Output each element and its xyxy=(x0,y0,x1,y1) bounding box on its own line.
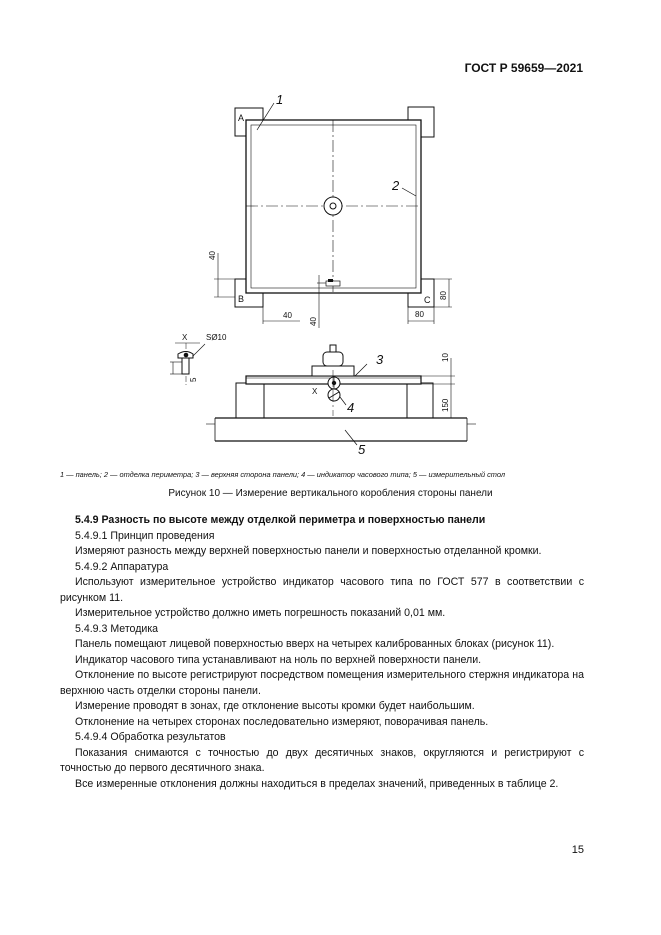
dim-150: 150 xyxy=(441,398,450,412)
paragraph: Используют измерительное устройство индикатор часового типа по ГОСТ 577 в соответствии с рисунком 11. xyxy=(60,576,584,604)
paragraph: Отклонение по высоте регистрируют посредством помещения измерительного стержня индикатора на верхнюю часть отделки стороны панели. xyxy=(60,669,584,697)
paragraph: Измерение проводят в зонах, где отклонение высоты кромки будет наибольшим. xyxy=(75,700,475,712)
support-block-right xyxy=(407,383,433,418)
paragraph: Индикатор часового типа устанавливают на ноль по верхней поверхности панели. xyxy=(75,653,482,666)
paragraph: Отклонение на четырех сторонах последовательно измеряют, поворачивая панель. xyxy=(75,715,489,728)
document-header: ГОСТ Р 59659—2021 xyxy=(464,61,583,75)
dim-x-top: X xyxy=(182,333,188,342)
paragraph: Показания снимаются с точностью до двух десятичных знаков, округляются и регистрируют с точностью до первого десятичного знака. xyxy=(60,746,584,774)
page-number: 15 xyxy=(571,844,584,856)
paragraph: 5.4.9.4 Обработка результатов xyxy=(75,731,226,743)
callout-3: 3 xyxy=(376,352,384,367)
support-block-left xyxy=(236,383,264,418)
probe-detail xyxy=(170,343,205,385)
paragraph: Все измеренные отклонения должны находиться в пределах значений, приведенных в таблице 2. xyxy=(75,777,559,790)
dim-40-bottom: 40 xyxy=(283,311,292,320)
panel-top-view xyxy=(246,120,421,293)
dim-sphere-diameter: SØ10 xyxy=(206,333,227,342)
dim-40-center: 40 xyxy=(309,317,318,326)
dim-x-mid: X xyxy=(312,387,318,396)
paragraph: Панель помещают лицевой поверхностью вверх на четырех калиброванных блоках (рисунок 11). xyxy=(75,638,555,650)
paragraph: Измерительное устройство должно иметь погрешность показаний 0,01 мм. xyxy=(75,607,446,619)
figure-caption: Рисунок 10 — Измерение вертикального коробления стороны панели xyxy=(168,488,493,499)
dim-40-left: 40 xyxy=(208,251,217,260)
callout-1: 1 xyxy=(276,92,284,107)
body-text xyxy=(60,513,584,792)
corner-label-b: B xyxy=(238,294,245,304)
paragraph: 5.4.9.1 Принцип проведения xyxy=(75,529,215,542)
corner-label-a: A xyxy=(238,113,245,123)
paragraph: 5.4.9.3 Методика xyxy=(75,622,159,635)
callout-5: 5 xyxy=(358,442,366,457)
figure-legend: 1 — панель; 2 — отделка периметра; 3 — верхняя сторона панели; 4 — индикатор часового типа; 5 — измерительный стол xyxy=(60,470,505,479)
measuring-table xyxy=(206,418,476,441)
section-heading: 5.4.9 Разность по высоте между отделкой периметра и поверхностью панели xyxy=(75,514,486,526)
paragraph: Измеряют разность между верхней поверхностью панели и поверхностью отделанной кромки. xyxy=(75,545,542,557)
dim-10: 10 xyxy=(441,353,450,362)
dim-80-bottom: 80 xyxy=(415,310,424,319)
dim-80-right: 80 xyxy=(439,291,448,300)
corner-label-c: C xyxy=(424,295,431,305)
callout-4: 4 xyxy=(347,400,355,415)
paragraph: 5.4.9.2 Аппаратура xyxy=(75,560,169,573)
callout-2: 2 xyxy=(392,178,400,193)
dim-5: 5 xyxy=(189,377,198,382)
